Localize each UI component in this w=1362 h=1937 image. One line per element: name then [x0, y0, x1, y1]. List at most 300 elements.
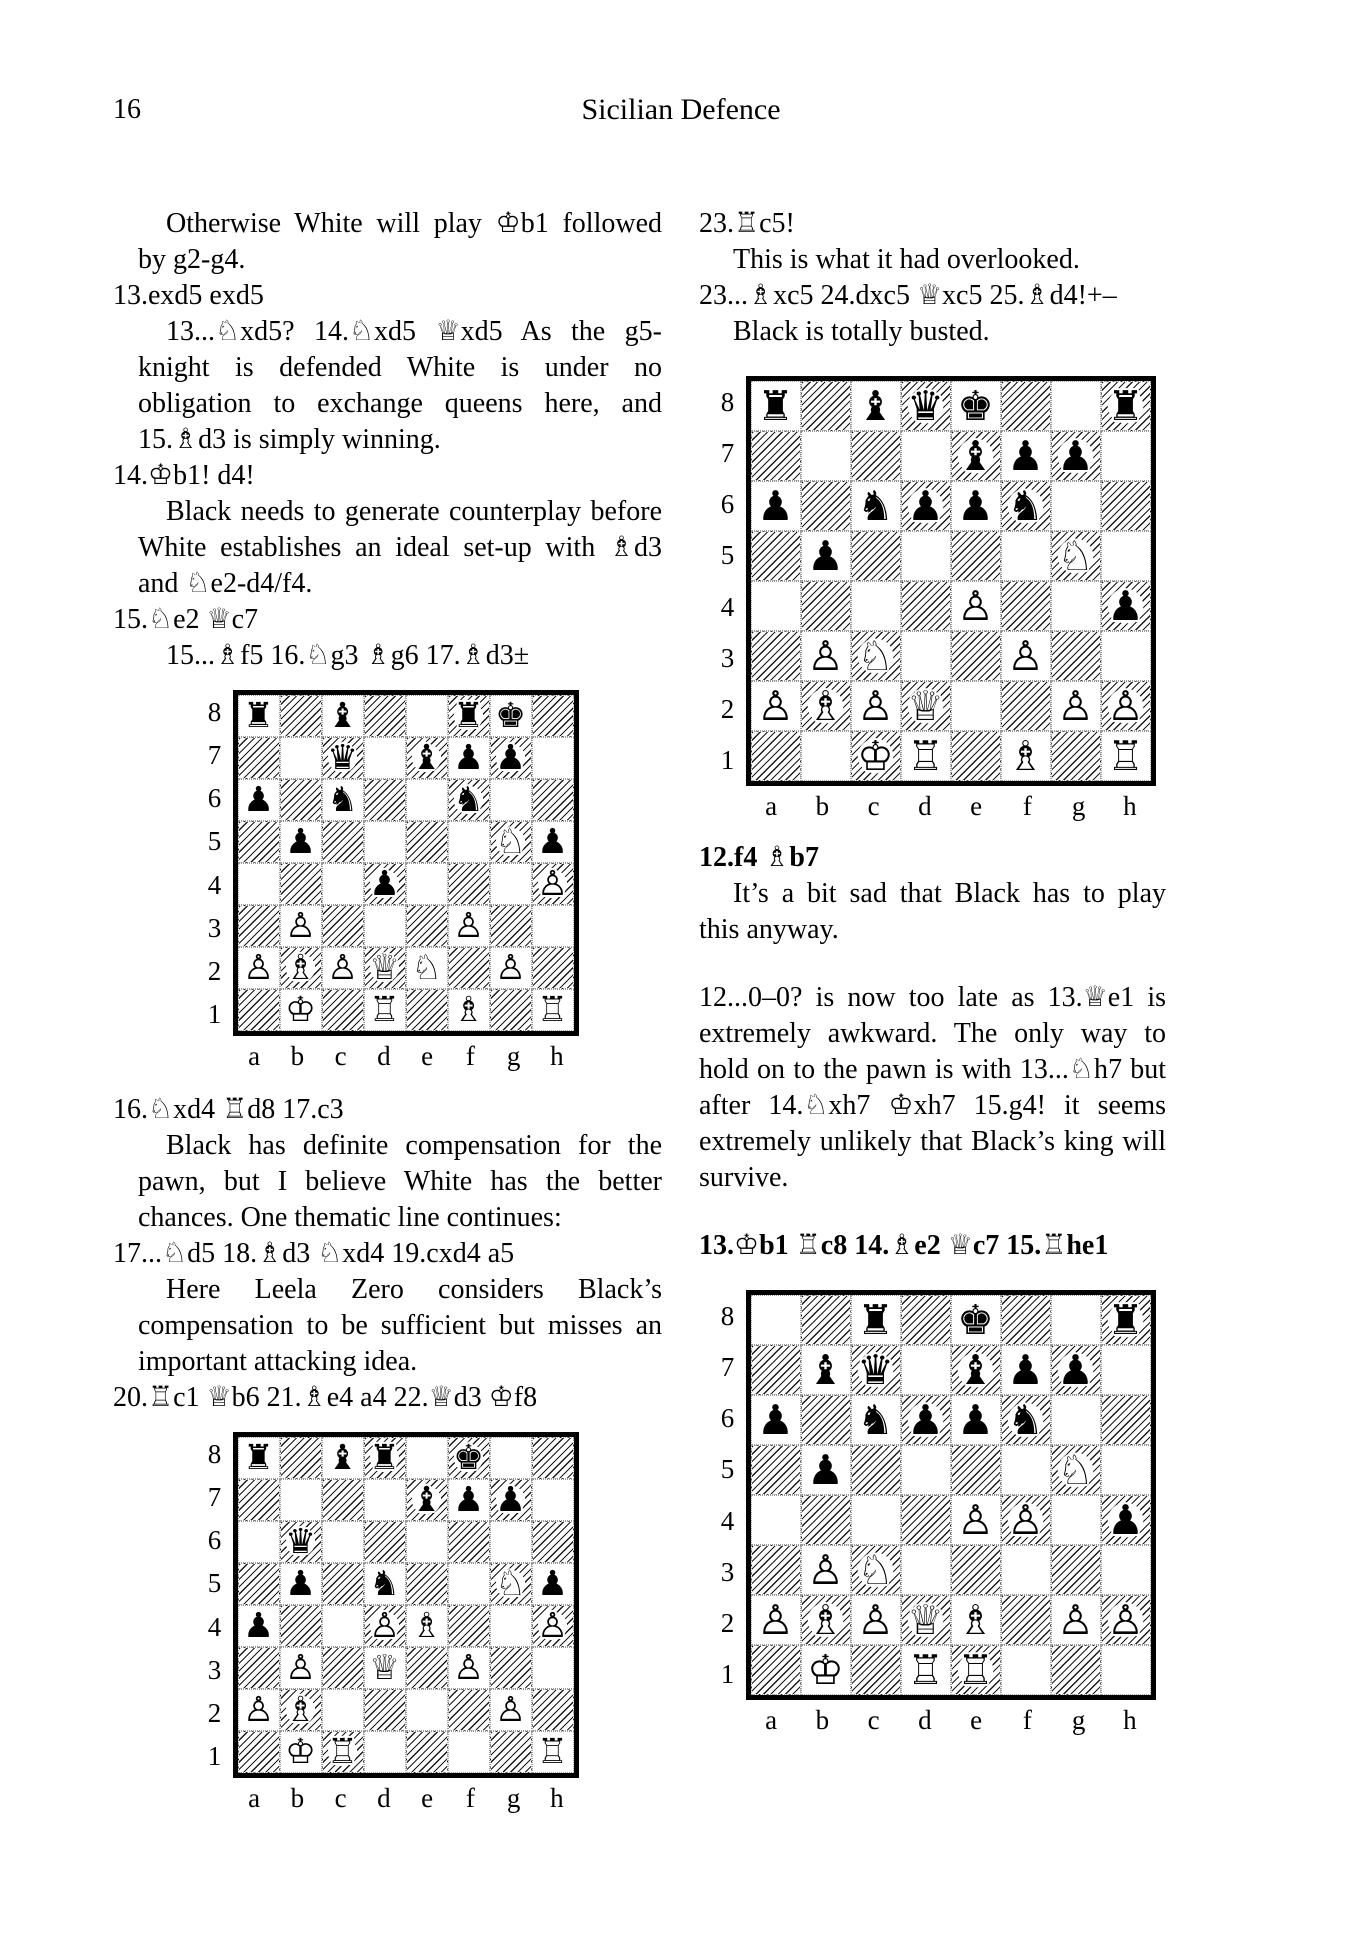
white-rook-piece: ♖ [537, 989, 568, 1030]
white-pawn-piece: ♙ [537, 863, 568, 904]
square [532, 737, 574, 779]
black-pawn-piece: ♟ [957, 1395, 994, 1444]
square [406, 1647, 448, 1689]
black-king-piece: ♚ [495, 695, 526, 736]
move-line: 13.♔b1 ♖c8 14.♗e2 ♕c7 15.♖he1 [699, 1230, 1109, 1261]
white-pawn-piece: ♙ [327, 947, 358, 988]
square [851, 381, 901, 431]
white-knight-piece: ♘ [1057, 531, 1094, 580]
square [1001, 1495, 1051, 1545]
square [280, 947, 322, 989]
square [406, 695, 448, 737]
white-pawn-pad [1003, 1495, 1047, 1544]
white-rook-piece: ♖ [327, 1731, 358, 1772]
rank-label: 2 [720, 1608, 735, 1639]
black-rook-pad [1103, 1295, 1147, 1344]
square [1101, 1395, 1151, 1445]
square [280, 1437, 322, 1479]
black-rook-piece: ♜ [243, 1437, 274, 1478]
white-pawn-piece: ♙ [495, 1689, 526, 1730]
black-rook-piece: ♜ [369, 1437, 400, 1478]
black-bishop-pad [853, 381, 897, 430]
rank-spacer [710, 1700, 746, 1740]
square [364, 1647, 406, 1689]
rank-labels [710, 1290, 746, 1700]
square [951, 631, 1001, 681]
square [280, 1731, 322, 1773]
square [901, 1345, 951, 1395]
white-knight-pad [492, 821, 529, 862]
square [322, 1521, 364, 1563]
square [851, 581, 901, 631]
diagram-body [710, 376, 1156, 786]
square [364, 1689, 406, 1731]
square [532, 821, 574, 863]
white-rook-pad [903, 1645, 947, 1694]
square [448, 1647, 490, 1689]
white-rook-piece: ♖ [907, 1645, 944, 1694]
rank-label: 8 [207, 1438, 222, 1469]
black-pawn-piece: ♟ [243, 779, 274, 820]
square [406, 905, 448, 947]
square [1101, 1345, 1151, 1395]
black-king-pad [450, 1437, 487, 1478]
rank-label: 4 [720, 1505, 735, 1536]
rank-label: 3 [207, 1654, 222, 1685]
white-rook-piece: ♖ [957, 1645, 994, 1694]
black-knight-pad [853, 481, 897, 530]
square [751, 381, 801, 431]
black-rook-pad [1103, 381, 1147, 430]
white-pawn-piece: ♙ [807, 631, 844, 680]
square [901, 1295, 951, 1345]
rank-label: 6 [207, 783, 222, 814]
white-knight-piece: ♘ [857, 631, 894, 680]
square [364, 1479, 406, 1521]
square [238, 947, 280, 989]
black-king-piece: ♚ [957, 1295, 994, 1344]
diagram-body [197, 690, 579, 1036]
square [532, 1647, 574, 1689]
commentary-paragraph: This is what it had overlooked. [733, 244, 1080, 275]
white-pawn-pad [803, 1545, 847, 1594]
square [1051, 431, 1101, 481]
white-pawn-piece: ♙ [453, 905, 484, 946]
square [901, 1595, 951, 1645]
black-knight-piece: ♞ [857, 481, 894, 530]
diagram-file-labels [197, 1778, 579, 1818]
black-pawn-piece: ♟ [495, 1479, 526, 1520]
square [490, 1563, 532, 1605]
black-bishop-piece: ♝ [327, 1437, 358, 1478]
white-bishop-pad [1003, 731, 1047, 780]
square [322, 947, 364, 989]
white-knight-piece: ♘ [495, 821, 526, 862]
white-rook-piece: ♖ [369, 989, 400, 1030]
white-rook-pad [953, 1645, 997, 1694]
file-label: h [550, 1783, 564, 1813]
file-label: e [421, 1783, 434, 1813]
square [951, 381, 1001, 431]
square [406, 1437, 448, 1479]
white-knight-pad [853, 631, 897, 680]
square [448, 821, 490, 863]
square [951, 481, 1001, 531]
white-knight-piece: ♘ [857, 1545, 894, 1594]
square [1001, 1395, 1051, 1445]
file-label: c [334, 1041, 347, 1071]
square [490, 1731, 532, 1773]
black-pawn-pad [450, 1479, 487, 1520]
square [448, 947, 490, 989]
square [532, 1605, 574, 1647]
square [364, 1731, 406, 1773]
diagram-body [710, 1290, 1156, 1700]
square [751, 1295, 801, 1345]
file-label: d [918, 1705, 932, 1735]
white-bishop-pad [282, 947, 319, 988]
commentary-paragraph: Here Leela Zero considers Black’s compensation to be sufficient but misses an important attacking idea. [138, 1274, 662, 1377]
square [1051, 1595, 1101, 1645]
square [851, 1345, 901, 1395]
square [364, 947, 406, 989]
square [751, 731, 801, 781]
rank-label: 4 [207, 1611, 222, 1642]
square [901, 381, 951, 431]
white-rook-piece: ♖ [1107, 731, 1144, 780]
black-knight-pad [1003, 481, 1047, 530]
rank-labels [197, 1432, 233, 1778]
black-pawn-pad [1053, 1345, 1097, 1394]
square [406, 737, 448, 779]
square [951, 1395, 1001, 1445]
square [238, 1479, 280, 1521]
file-label: g [506, 1041, 521, 1071]
move-line: 15.♘e2 ♕c7 [113, 604, 259, 635]
white-queen-piece: ♕ [907, 1595, 944, 1644]
black-pawn-pad [282, 821, 319, 862]
white-bishop-piece: ♗ [453, 989, 484, 1030]
black-pawn-piece: ♟ [243, 1605, 274, 1646]
black-bishop-pad [408, 737, 445, 778]
square [751, 1645, 801, 1695]
commentary-paragraph: 13...♘xd5? 14.♘xd5 ♕xd5 As the g5-knight is defended White is under no obligation to exchange queens here, and 15.♗d3 is simply winning. [138, 316, 662, 455]
square [901, 1445, 951, 1495]
square [532, 1563, 574, 1605]
square [490, 905, 532, 947]
square [322, 1689, 364, 1731]
square [1051, 631, 1101, 681]
square [406, 1689, 448, 1731]
square [1101, 531, 1151, 581]
file-label: b [290, 1783, 305, 1813]
square [1101, 1495, 1151, 1545]
square [751, 1545, 801, 1595]
file-label: g [1071, 1705, 1086, 1735]
rank-label: 7 [207, 739, 222, 770]
black-rook-pad [240, 695, 277, 736]
commentary-paragraph: 15...♗f5 16.♘g3 ♗g6 17.♗d3± [166, 640, 530, 671]
white-pawn-piece: ♙ [1107, 1595, 1144, 1644]
square [490, 1605, 532, 1647]
white-queen-piece: ♕ [369, 947, 400, 988]
square [322, 779, 364, 821]
square [322, 863, 364, 905]
white-queen-pad [903, 681, 947, 730]
white-pawn-piece: ♙ [243, 1689, 274, 1730]
square [322, 1479, 364, 1521]
square [280, 1689, 322, 1731]
white-pawn-piece: ♙ [453, 1647, 484, 1688]
square [532, 863, 574, 905]
file-labels [233, 1778, 579, 1818]
white-pawn-pad [240, 1689, 277, 1730]
square [951, 681, 1001, 731]
square [1051, 681, 1101, 731]
square [364, 1605, 406, 1647]
square [751, 431, 801, 481]
square [490, 863, 532, 905]
white-knight-pad [408, 947, 445, 988]
square [751, 1395, 801, 1445]
square [951, 1295, 1001, 1345]
file-labels [233, 1036, 579, 1076]
white-pawn-pad [753, 681, 797, 730]
white-pawn-piece: ♙ [1057, 1595, 1094, 1644]
file-label: c [334, 1783, 347, 1813]
square [1001, 581, 1051, 631]
black-rook-pad [450, 695, 487, 736]
square [364, 695, 406, 737]
square [1101, 1295, 1151, 1345]
right-column [699, 206, 1166, 1754]
square [851, 531, 901, 581]
rank-label: 6 [207, 1525, 222, 1556]
square [1101, 681, 1151, 731]
square [406, 779, 448, 821]
square [801, 581, 851, 631]
black-queen-piece: ♛ [285, 1521, 316, 1562]
black-pawn-piece: ♟ [453, 737, 484, 778]
square [490, 821, 532, 863]
commentary-paragraph: Black has definite compensation for the pawn, but I believe White has the better chances. One thematic line continues: [138, 1130, 662, 1233]
white-bishop-piece: ♗ [285, 947, 316, 988]
white-knight-piece: ♘ [1057, 1445, 1094, 1494]
black-pawn-piece: ♟ [537, 821, 568, 862]
black-pawn-pad [903, 481, 947, 530]
white-bishop-pad [803, 681, 847, 730]
white-knight-pad [853, 1545, 897, 1594]
rank-label: 5 [207, 826, 222, 857]
square [280, 1605, 322, 1647]
square [951, 531, 1001, 581]
square [490, 1689, 532, 1731]
black-pawn-pad [903, 1395, 947, 1444]
file-label: f [465, 1783, 475, 1813]
black-rook-pad [366, 1437, 403, 1478]
square [490, 989, 532, 1031]
square [751, 1345, 801, 1395]
black-pawn-piece: ♟ [1007, 431, 1044, 480]
square [751, 531, 801, 581]
square [1001, 1345, 1051, 1395]
square [364, 821, 406, 863]
black-king-pad [953, 381, 997, 430]
black-knight-piece: ♞ [1007, 1395, 1044, 1444]
square [238, 737, 280, 779]
black-pawn-piece: ♟ [285, 821, 316, 862]
square [322, 905, 364, 947]
square [406, 1521, 448, 1563]
rank-label: 6 [720, 489, 735, 520]
white-knight-piece: ♘ [411, 947, 442, 988]
square [322, 1647, 364, 1689]
white-pawn-piece: ♙ [957, 1495, 994, 1544]
white-queen-piece: ♕ [369, 1647, 400, 1688]
white-knight-pad [1053, 1445, 1097, 1494]
square [851, 1295, 901, 1345]
square [851, 1645, 901, 1695]
white-king-pad [282, 989, 319, 1030]
white-pawn-piece: ♙ [857, 1595, 894, 1644]
black-pawn-piece: ♟ [1107, 1495, 1144, 1544]
square [851, 1395, 901, 1445]
white-pawn-pad [1003, 631, 1047, 680]
white-rook-pad [324, 1731, 361, 1772]
rank-labels [710, 376, 746, 786]
square [406, 1731, 448, 1773]
file-labels [746, 786, 1156, 826]
page-title: Sicilian Defence [581, 93, 781, 126]
move-line: 17...♘d5 18.♗d3 ♘xd4 19.cxd4 a5 [113, 1238, 515, 1269]
black-knight-pad [450, 779, 487, 820]
white-queen-pad [903, 1595, 947, 1644]
square [801, 1595, 851, 1645]
file-label: f [465, 1041, 475, 1071]
square [1001, 431, 1051, 481]
square [364, 779, 406, 821]
square [801, 1395, 851, 1445]
left-column [113, 206, 662, 1834]
file-label: a [765, 791, 778, 821]
black-knight-pad [324, 779, 361, 820]
white-king-piece: ♔ [285, 989, 316, 1030]
square [490, 1647, 532, 1689]
black-pawn-piece: ♟ [285, 1563, 316, 1604]
white-pawn-piece: ♙ [285, 905, 316, 946]
square [901, 1395, 951, 1445]
black-rook-pad [853, 1295, 897, 1344]
black-queen-pad [282, 1521, 319, 1562]
white-pawn-pad [450, 905, 487, 946]
white-pawn-piece: ♙ [285, 1647, 316, 1688]
square [801, 1445, 851, 1495]
black-bishop-pad [324, 1437, 361, 1478]
white-pawn-pad [534, 863, 571, 904]
white-pawn-pad [1103, 1595, 1147, 1644]
move-line: 14.♔b1! d4! [113, 460, 255, 491]
square [238, 779, 280, 821]
square [238, 1647, 280, 1689]
chess-diagram-d1 [113, 690, 662, 1076]
white-pawn-piece: ♙ [757, 681, 794, 730]
white-pawn-piece: ♙ [757, 1595, 794, 1644]
square [1051, 381, 1101, 431]
black-pawn-piece: ♟ [495, 737, 526, 778]
square [532, 1479, 574, 1521]
black-pawn-piece: ♟ [957, 481, 994, 530]
black-pawn-pad [803, 531, 847, 580]
white-pawn-pad [853, 681, 897, 730]
square [280, 695, 322, 737]
commentary-paragraph: It’s a bit sad that Black has to play this anyway. [699, 878, 1166, 945]
square [1001, 1445, 1051, 1495]
white-pawn-pad [282, 905, 319, 946]
square [951, 731, 1001, 781]
square [751, 631, 801, 681]
square [801, 1295, 851, 1345]
rank-label: 7 [720, 437, 735, 468]
file-label: c [867, 1705, 880, 1735]
square [490, 779, 532, 821]
commentary-paragraph: Black needs to generate counterplay before White establishes an ideal set-up with ♗d3 and ♘e2-d4/f4. [138, 496, 662, 599]
white-pawn-piece: ♙ [807, 1545, 844, 1594]
black-pawn-pad [953, 1395, 997, 1444]
square [1101, 631, 1151, 681]
rank-labels [197, 690, 233, 1036]
white-pawn-pad [953, 1495, 997, 1544]
square [1101, 1595, 1151, 1645]
square [851, 681, 901, 731]
black-bishop-pad [408, 1479, 445, 1520]
square [1101, 481, 1151, 531]
square [1051, 1295, 1101, 1345]
white-rook-pad [1103, 731, 1147, 780]
black-queen-piece: ♛ [327, 737, 358, 778]
square [406, 947, 448, 989]
black-king-piece: ♚ [957, 381, 994, 430]
black-bishop-piece: ♝ [807, 1345, 844, 1394]
file-label: d [377, 1783, 391, 1813]
file-label: a [765, 1705, 778, 1735]
white-bishop-pad [282, 1689, 319, 1730]
square [448, 737, 490, 779]
square [238, 695, 280, 737]
square [951, 431, 1001, 481]
square [280, 779, 322, 821]
square [280, 737, 322, 779]
square [448, 1479, 490, 1521]
white-pawn-piece: ♙ [1057, 681, 1094, 730]
square [322, 989, 364, 1031]
square [751, 1595, 801, 1645]
square [280, 1479, 322, 1521]
square [322, 1605, 364, 1647]
square [532, 1689, 574, 1731]
black-pawn-pad [492, 737, 529, 778]
file-label: h [1123, 1705, 1137, 1735]
rank-label: 2 [720, 694, 735, 725]
square [801, 481, 851, 531]
file-labels [746, 1700, 1156, 1740]
square [1101, 731, 1151, 781]
white-pawn-pad [753, 1595, 797, 1644]
black-king-pad [492, 695, 529, 736]
square [851, 1445, 901, 1495]
black-queen-piece: ♛ [857, 1345, 894, 1394]
rank-label: 1 [207, 999, 222, 1030]
square [851, 1595, 901, 1645]
